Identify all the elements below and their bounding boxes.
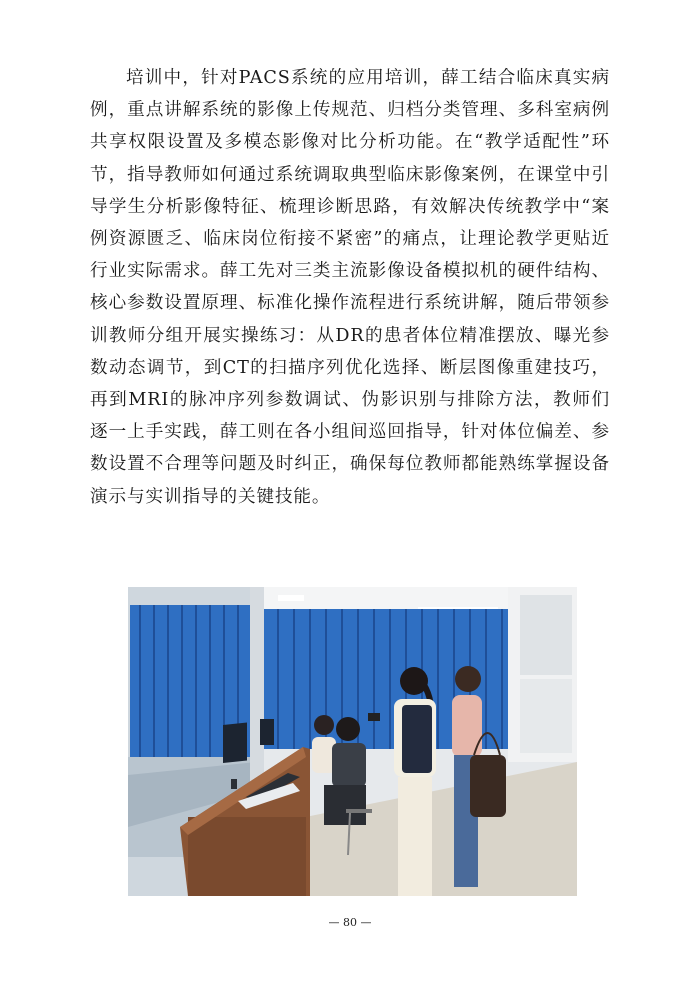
body-paragraph: 培训中，针对PACS系统的应用培训，薛工结合临床真实病例，重点讲解系统的影像上传规范、归档分类管理、多科室病例共享权限设置及多模态影像对比分析功能。在“教学适配性”环节，指导教师如何通过系统调取典型临床影像案例，在课堂中引导学生分析影像特征、梳理诊断思路，有效解决传统教学中“案例资源匮乏、临床岗位衔接不紧密”的痛点，让理论教学更贴近行业实际需求。薛工先对三类主流影像设备模拟机的硬件结构、核心参数设置原理、标准化操作流程进行系统讲解，随后带领参训教师分组开展实操练习：从DR的患者体位精准摆放、曝光参数动态调节，到CT的扫描序列优化选择、断层图像重建技巧，再到MRI的脉冲序列参数调试、伪影识别与排除方法，教师们逐一上手实践，薛工则在各小组间巡回指导，针对体位偏差、参数设置不合理等问题及时纠正，确保每位教师都能熟练掌握设备演示与实训指导的关键技能。 xyxy=(90,68,610,507)
page-number: — 80 — xyxy=(328,916,372,929)
training-photo xyxy=(128,587,577,896)
